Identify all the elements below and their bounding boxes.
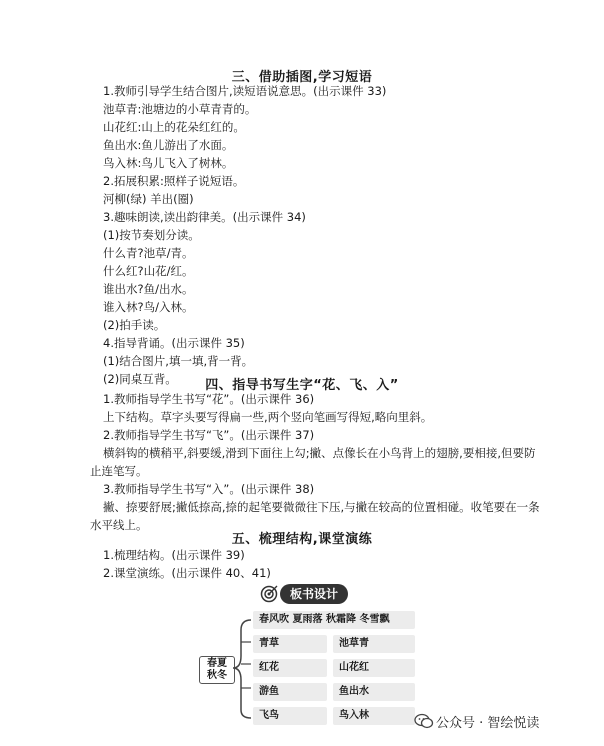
season-label xyxy=(199,656,235,684)
s4-line-1: 1.教师指导学生书写“花”。(出示课件 36) xyxy=(103,392,315,406)
board-row-3-left: 游鱼 xyxy=(253,683,327,701)
board-title: 板书设计 xyxy=(280,584,348,604)
season-label-text: 春夏秋冬 xyxy=(207,658,227,681)
s3-line-1: 1.教师引导学生结合图片,读短语说意思。(出示课件 33) xyxy=(103,84,387,98)
s4-line-4: 横斜钩的横稍平,斜要缓,滑到下面往上勾;撇、点像长在小鸟背上的翅膀,要相接,但要防 xyxy=(103,446,536,460)
s3-line-12: 谁出水?鱼/出水。 xyxy=(103,282,194,296)
board-row-1-right: 池草青 xyxy=(333,635,415,653)
wechat-icon xyxy=(414,713,434,729)
board-row-2-left: 红花 xyxy=(253,659,327,677)
section5-heading: 五、梳理结构,课堂演练 xyxy=(231,532,373,547)
board-row-3-right: 鱼出水 xyxy=(333,683,415,701)
s4-line-8: 水平线上。 xyxy=(90,518,148,532)
s3-line-14: (2)拍手读。 xyxy=(103,318,166,332)
s4-line-5: 止连笔写。 xyxy=(90,464,148,478)
s4-line-3: 2.教师指导学生书写“飞”。(出示课件 37) xyxy=(103,428,315,442)
s3-line-11: 什么红?山花/红。 xyxy=(103,264,194,278)
s3-line-13: 谁入林?鸟/入林。 xyxy=(103,300,194,314)
watermark-text: 公众号 · 智绘悦读 xyxy=(436,716,540,731)
s3-line-3: 山花红:山上的花朵红红的。 xyxy=(103,120,245,134)
s3-line-4: 鱼出水:鱼儿游出了水面。 xyxy=(103,138,234,152)
s3-line-9: (1)按节奏划分读。 xyxy=(103,228,200,242)
board-row-2-right: 山花红 xyxy=(333,659,415,677)
board-top-row: 春风吹 夏雨落 秋霜降 冬雪飘 xyxy=(253,611,415,629)
s5-line-2: 2.课堂演练。(出示课件 40、41) xyxy=(103,566,271,580)
board-row-4-left: 飞鸟 xyxy=(253,707,327,725)
board-row-4-right: 鸟入林 xyxy=(333,707,415,725)
board-row-1-left: 青草 xyxy=(253,635,327,653)
s4-line-2: 上下结构。草字头要写得扁一些,两个竖向笔画写得短,略向里斜。 xyxy=(103,410,433,424)
s3-line-2: 池草青:池塘边的小草青青的。 xyxy=(103,102,257,116)
s3-line-7: 河柳(绿) 羊出(圈) xyxy=(103,192,194,206)
s3-line-6: 2.拓展积累:照样子说短语。 xyxy=(103,174,245,188)
target-icon xyxy=(260,585,278,603)
s3-line-16: (1)结合图片,填一填,背一背。 xyxy=(103,354,254,368)
s4-line-6: 3.教师指导学生书写“入”。(出示课件 38) xyxy=(103,482,315,496)
board-brace xyxy=(233,616,253,720)
s3-line-10: 什么青?池草/青。 xyxy=(103,246,194,260)
s4-line-7: 撇、捺要舒展;撇低捺高,捺的起笔要微微往下压,与撇在较高的位置相碰。收笔要在一条 xyxy=(103,500,540,514)
section3-heading: 三、借助插图,学习短语 xyxy=(231,70,373,85)
s3-line-17: (2)同桌互背。 xyxy=(103,372,177,386)
s3-line-8: 3.趣味朗读,读出韵律美。(出示课件 34) xyxy=(103,210,306,224)
section4-heading: 四、指导书写生字“花、飞、入” xyxy=(205,378,399,393)
s3-line-15: 4.指导背诵。(出示课件 35) xyxy=(103,336,245,350)
s5-line-1: 1.梳理结构。(出示课件 39) xyxy=(103,548,245,562)
s3-line-5: 鸟入林:鸟儿飞入了树林。 xyxy=(103,156,234,170)
